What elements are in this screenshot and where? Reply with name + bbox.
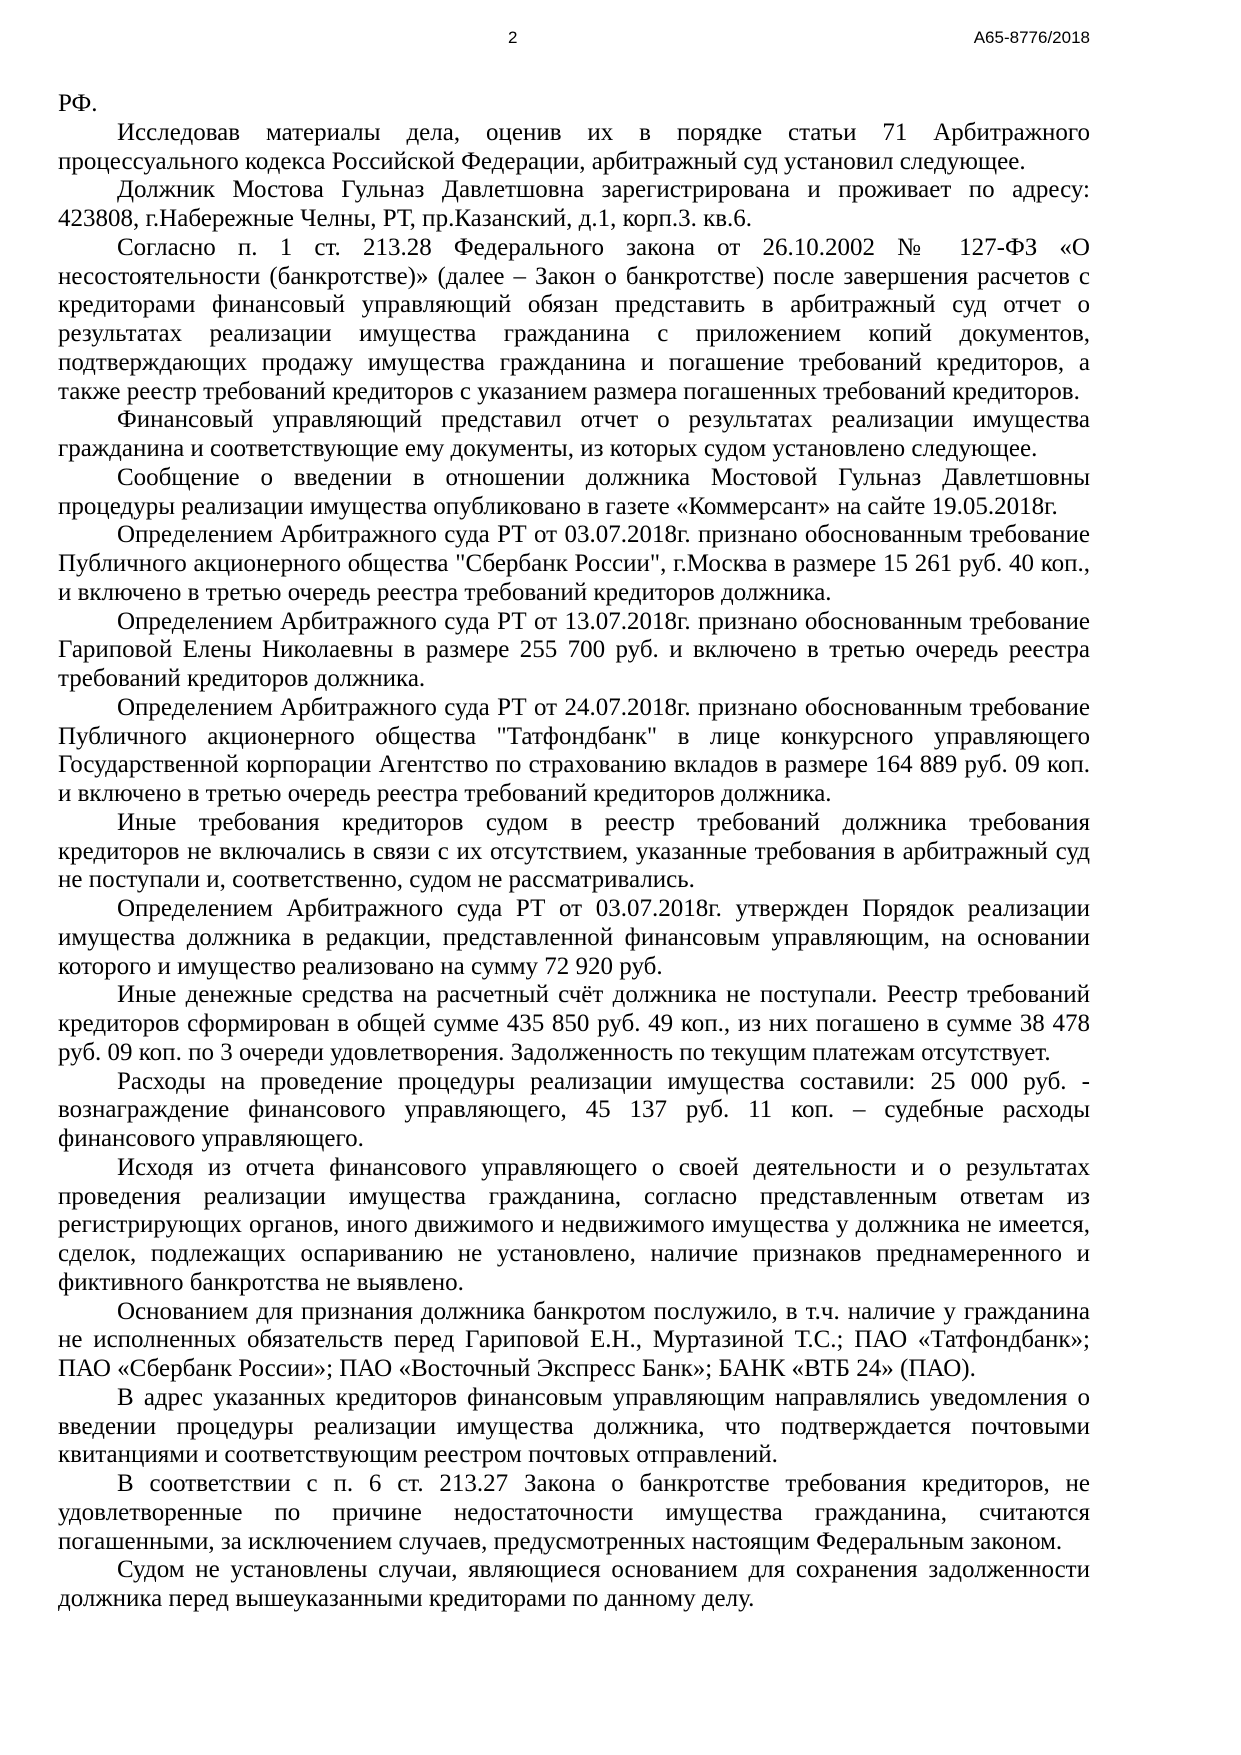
text-line: несостоятельности (банкротстве)» (далее – Закон о банкротстве) после завершения расчетов с: [58, 262, 1090, 290]
text-line: Исходя из отчета финансового управляющего о своей деятельности и о результатах: [117, 1153, 1090, 1181]
text-line: Публичного акционерного общества "Сбербанк России", г.Москва в размере 15 261 руб. 40 коп.,: [58, 550, 1090, 577]
text-line: квитанциями и соответствующим реестром почтовых отправлений.: [58, 1441, 778, 1469]
text-line: РФ.: [58, 90, 98, 117]
text-line: вознаграждение финансового управляющего, 45 137 руб. 11 коп. – судебные расходы: [58, 1096, 1090, 1124]
text-line: не поступали и, соответственно, судом не рассматривались.: [58, 866, 695, 894]
text-line: В адрес указанных кредиторов финансовым управляющим направлялись уведомления о: [117, 1383, 1090, 1411]
text-line: Определением Арбитражного суда РТ от 03.07.2018г. признано обоснованным требование: [117, 521, 1090, 549]
text-line: кредиторов не включались в связи с их отсутствием, указанные требования в арбитражный суд: [58, 837, 1090, 865]
page-header: [58, 28, 1090, 52]
text-line: процедуры реализации имущества опубликовано в газете «Коммерсант» на сайте 19.05.2018г.: [58, 492, 1058, 520]
text-line: Гариповой Елены Николаевны в размере 255 700 руб. и включено в третью очередь реестра: [58, 636, 1090, 664]
text-line: погашенными, за исключением случаев, предусмотренных настоящим Федеральным законом.: [58, 1527, 1063, 1555]
text-line: требований кредиторов должника.: [58, 665, 426, 692]
text-line: Согласно п. 1 ст. 213.28 Федерального закона от 26.10.2002 № 127-ФЗ «О: [117, 233, 1090, 261]
case-number: А65-8776/2018: [973, 28, 1090, 47]
text-line: не исполненных обязательств перед Гариповой Е.Н., Муртазиной Т.С.; ПАО «Татфондбанк»;: [58, 1326, 1090, 1354]
text-line: регистрирующих органов, иного движимого и недвижимого имущества у должника не имеется,: [58, 1211, 1090, 1239]
text-line: Судом не установлены случаи, являющиеся основанием для сохранения задолженности: [117, 1556, 1090, 1584]
text-line: Публичного акционерного общества "Татфондбанк" в лице конкурсного управляющего: [58, 722, 1090, 750]
text-line: процессуального кодекса Российской Федерации, арбитражный суд установил следующее.: [58, 147, 1026, 175]
text-line: удовлетворенные по причине недостаточности имущества гражданина, считаются: [58, 1498, 1090, 1526]
text-line: 423808, г.Набережные Челны, РТ, пр.Казанский, д.1, корп.3. кв.6.: [58, 205, 753, 232]
text-line: Сообщение о введении в отношении должника Мостовой Гульназ Давлетшовны: [117, 463, 1090, 491]
text-line: должника перед вышеуказанными кредиторами по данному делу.: [58, 1585, 755, 1612]
text-line: Основанием для признания должника банкротом послужило, в т.ч. наличие у гражданина: [117, 1297, 1090, 1325]
document-body: [58, 90, 1090, 1614]
text-line: Должник Мостова Гульназ Давлетшовна зарегистрирована и проживает по адресу:: [117, 176, 1090, 204]
text-line: Государственной корпорации Агентство по страхованию вкладов в размере 164 889 руб. 09 коп.: [58, 751, 1090, 779]
text-line: руб. 09 коп. по 3 очереди удовлетворения. Задолженность по текущим платежам отсутствует.: [58, 1038, 1051, 1066]
text-line: подтверждающих продажу имущества гражданина и погашение требований кредиторов, а: [58, 348, 1090, 376]
text-line: кредиторов сформирован в общей сумме 435 850 руб. 49 коп., из них погашено в сумме 38 478: [58, 1010, 1090, 1037]
text-line: кредиторами финансовый управляющий обязан представить в арбитражный суд отчет о: [58, 291, 1090, 319]
text-line: которого и имущество реализовано на сумму 72 920 руб.: [58, 952, 663, 980]
text-line: Иные требования кредиторов судом в реестр требований должника требования: [117, 808, 1090, 836]
text-line: имущества должника в редакции, представленной финансовым управляющим, на основании: [58, 923, 1090, 951]
text-line: Иные денежные средства на расчетный счёт должника не поступали. Реестр требований: [117, 981, 1090, 1009]
text-line: В соответствии с п. 6 ст. 213.27 Закона о банкротстве требования кредиторов, не: [117, 1470, 1090, 1497]
text-line: и включено в третью очередь реестра требований кредиторов должника.: [58, 780, 832, 807]
text-line: результатах реализации имущества гражданина с приложением копий документов,: [58, 320, 1090, 347]
text-line: Финансовый управляющий представил отчет о результатах реализации имущества: [117, 406, 1090, 434]
text-line: Исследовав материалы дела, оценив их в порядке статьи 71 Арбитражного: [117, 118, 1090, 146]
text-line: введении процедуры реализации имущества должника, что подтверждается почтовыми: [58, 1412, 1090, 1440]
text-line: проведения реализации имущества гражданина, согласно представленным ответам из: [58, 1182, 1090, 1210]
text-line: Определением Арбитражного суда РТ от 03.07.2018г. утвержден Порядок реализации: [117, 895, 1090, 922]
text-line: финансового управляющего.: [58, 1125, 364, 1152]
text-line: сделок, подлежащих оспариванию не установлено, наличие признаков преднамеренного и: [58, 1240, 1090, 1267]
text-line: ПАО «Сбербанк России»; ПАО «Восточный Экспресс Банк»; БАНК «ВТБ 24» (ПАО).: [58, 1355, 976, 1382]
text-line: Определением Арбитражного суда РТ от 24.07.2018г. признано обоснованным требование: [117, 693, 1090, 721]
text-line: и включено в третью очередь реестра требований кредиторов должника.: [58, 578, 832, 606]
text-line: фиктивного банкротства не выявлено.: [58, 1268, 464, 1296]
text-line: Расходы на проведение процедуры реализации имущества составили: 25 000 руб. -: [117, 1067, 1090, 1095]
text-line: Определением Арбитражного суда РТ от 13.07.2018г. признано обоснованным требование: [117, 607, 1090, 635]
text-line: гражданина и соответствующие ему документы, из которых судом установлено следующее.: [58, 435, 1038, 462]
text-line: также реестр требований кредиторов с указанием размера погашенных требований кредиторов.: [58, 377, 1080, 405]
page-number: 2: [508, 28, 518, 47]
